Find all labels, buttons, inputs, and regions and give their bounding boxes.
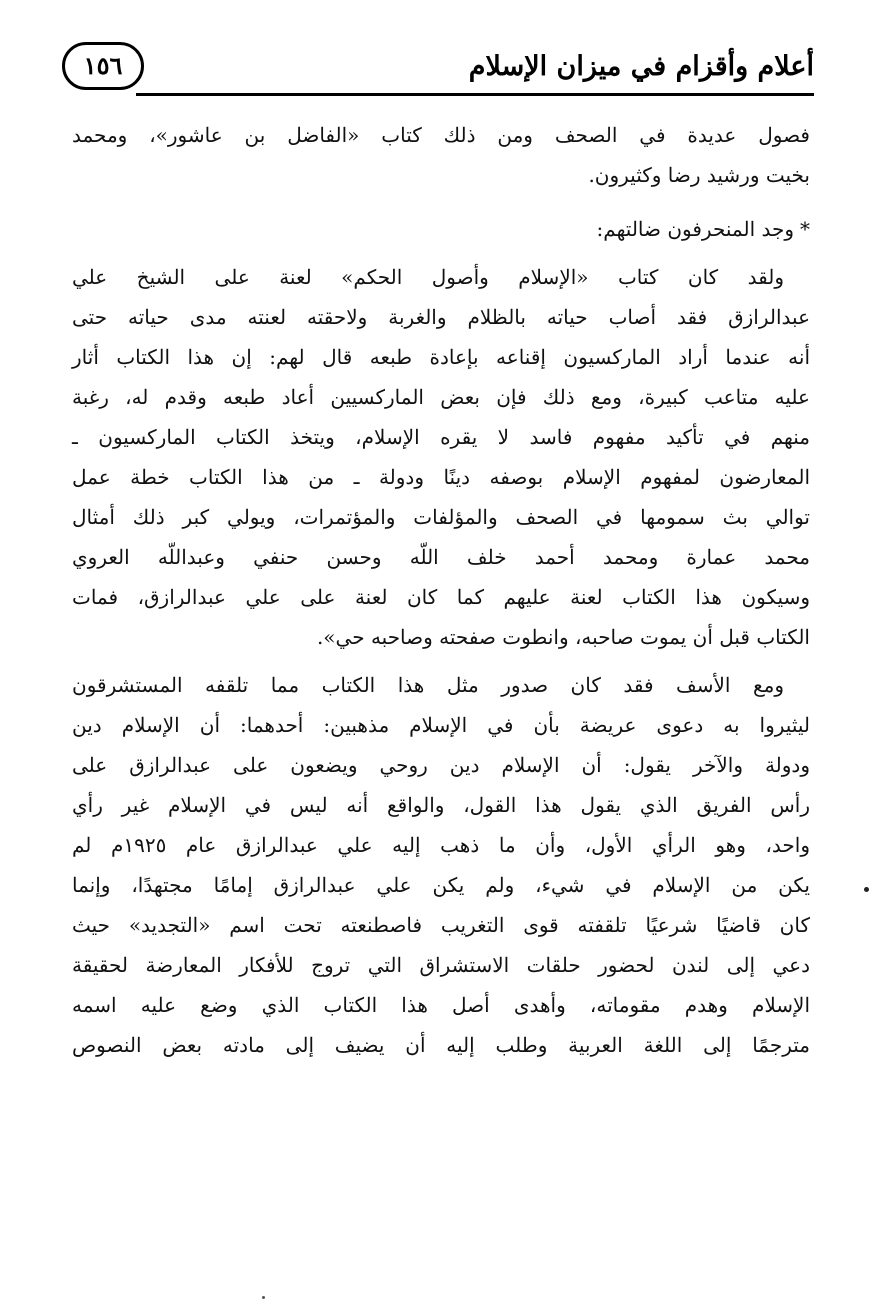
paragraph-1 (72, 115, 810, 195)
text-line: كان قاضيًا شرعيًا تلقفته قوى التغريب فاصطنعته تحت اسم «التجديد» حيث (72, 913, 810, 937)
text-line: الكتاب قبل أن يموت صاحبه، وانطوت صفحته وصاحبه حي». (316, 625, 810, 649)
header-rule (136, 93, 814, 96)
text-line: بخيت ورشيد رضا وكثيرون. (588, 163, 810, 187)
text-line: ومع الأسف فقد كان صدور مثل هذا الكتاب مما تلقفه المستشرقون (72, 673, 784, 697)
text-line: توالي بث سمومها في الصحف والمؤلفات والمؤتمرات، ويولي كبر ذلك أمثال (72, 505, 810, 529)
section-subheading (72, 209, 810, 249)
page-body (72, 115, 810, 1065)
spacer (72, 657, 810, 665)
text-line: عليه متاعب كبيرة، ومع ذلك فإن بعض الماركسيين أعاد طبعه وقدم له، رغبة (72, 385, 810, 409)
paragraph-2 (72, 257, 810, 657)
text-line: المعارضون لمفهوم الإسلام بوصفه دينًا ودولة ـ من هذا الكتاب خطة عمل (72, 465, 810, 489)
margin-dot (864, 887, 869, 892)
text-line: الإسلام وهدم مقوماته، وأهدى أصل هذا الكتاب الذي وضع عليه اسمه (72, 993, 810, 1017)
text-line: محمد عمارة ومحمد أحمد خلف اللّه وحسن حنفي وعبداللّه العروي (72, 545, 810, 569)
text-line: أنه عندما أراد الماركسيون إقناعه بإعادة طبعه قال لهم: إن هذا الكتاب أثار (72, 345, 810, 369)
text-line: مترجمًا إلى اللغة العربية وطلب إليه أن يضيف إلى مادته بعض النصوص (72, 1033, 810, 1057)
paragraph-3 (72, 665, 810, 1065)
text-line: واحد، وهو الرأي الأول، وأن ما ذهب إليه علي عبدالرازق عام ١٩٢٥م لم (72, 833, 810, 857)
running-title: أعلام وأقزام في ميزان الإسلام (468, 51, 814, 82)
text-line: دعي إلى لندن لحضور حلقات الاستشراق التي تروج للأفكار المعارضة لحقيقة (72, 953, 810, 977)
text-line: رأس الفريق الذي يقول هذا القول، والواقع أنه ليس في الإسلام غير رأي (72, 793, 810, 817)
spacer (72, 249, 810, 257)
text-line: ودولة والآخر يقول: أن الإسلام دين روحي ويضعون على عبدالرازق على (72, 753, 810, 777)
subheading-text: وجد المنحرفون ضالتهم: (596, 217, 794, 241)
page-number: ١٥٦ (83, 51, 123, 80)
text-line: منهم في تأكيد مفهوم فاسد لا يقره الإسلام، ويتخذ الكتاب الماركسيون ـ (72, 425, 810, 449)
text-line: فصول عديدة في الصحف ومن ذلك كتاب «الفاضل بن عاشور»، ومحمد (72, 123, 810, 147)
scan-speck (262, 1296, 265, 1299)
text-line: ليثيروا به دعوى عريضة بأن في الإسلام مذهبين: أحدهما: أن الإسلام دين (72, 713, 810, 737)
asterisk-icon: * (800, 217, 810, 241)
text-line: وسيكون هذا الكتاب لعنة عليهم كما كان لعنة على علي عبدالرازق، فمات (72, 585, 810, 609)
text-line: يكن من الإسلام في شيء، ولم يكن علي عبدالرازق إمامًا مجتهدًا، وإنما (72, 873, 810, 897)
text-line: عبدالرازق فقد أصاب حياته بالظلام والغربة ولاحقته لعنته مدى حياته حتى (72, 305, 810, 329)
page-number-frame (62, 42, 144, 90)
text-line: ولقد كان كتاب «الإسلام وأصول الحكم» لعنة على الشيخ علي (72, 265, 784, 289)
running-header (62, 38, 814, 98)
spacer (72, 195, 810, 209)
